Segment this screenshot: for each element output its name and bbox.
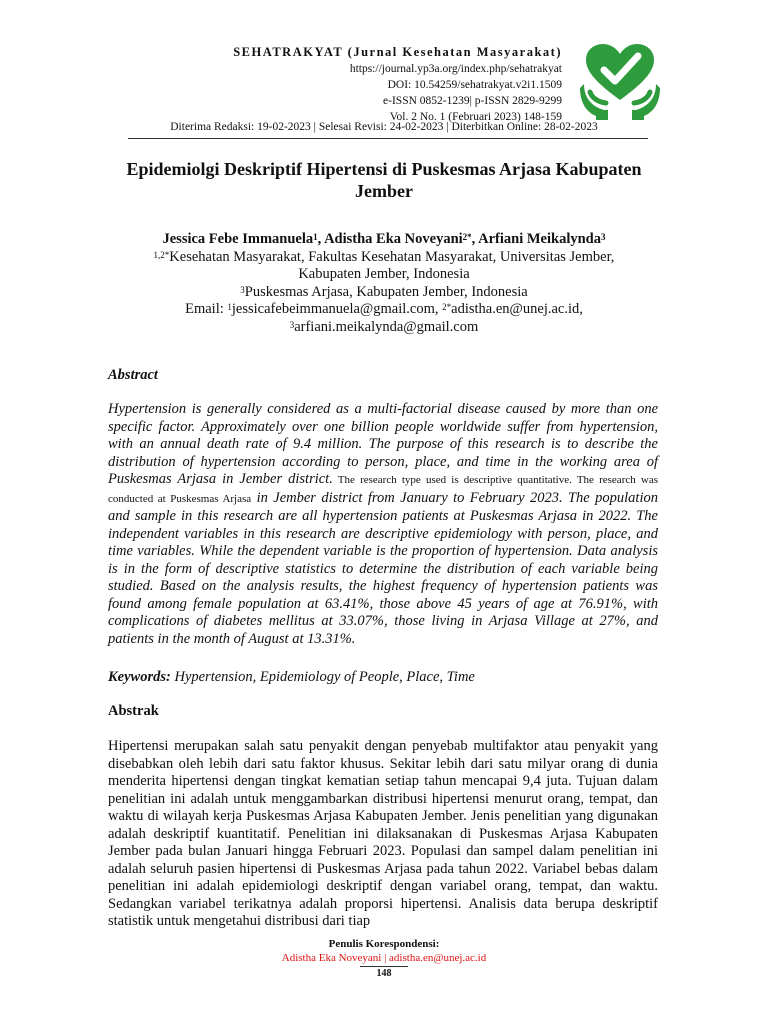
keywords: Keywords: Hypertension, Epidemiology of People, Place, Time bbox=[108, 669, 475, 685]
affiliation-1: $^{1,2*}$Kesehatan Masyarakat, Fakultas Kesehatan Masyarakat, Universitas Jember, bbox=[153, 248, 615, 265]
journal-url[interactable]: https://journal.yp3a.org/index.php/sehatrakyat bbox=[349, 63, 562, 75]
affiliation-1-location: Kabupaten Jember, Indonesia bbox=[298, 266, 470, 282]
email-link[interactable]: arfiani.meikalynda@gmail.com bbox=[294, 318, 479, 335]
author-block bbox=[108, 231, 660, 336]
author-list: Jessica Febe Immanuela$^1$, Adistha Eka Noveyani$^{2*}$, Arfiani Meikalynda$^3$ bbox=[162, 231, 606, 247]
corresponding-author[interactable]: Adistha Eka Noveyani | adistha.en@unej.ac.id bbox=[281, 952, 487, 964]
author-name: Adistha Eka Noveyani bbox=[324, 231, 463, 247]
corresponding-label: Penulis Korespondensi: bbox=[328, 938, 440, 950]
abstract-body: Hypertension is generally considered as a multi-factorial disease caused by more than one specific factor. Approximately over one billion people worldwide suffer from hypertension, with an annual death rate of 9.4 million. The purpose of this research is to describe the distribution of hypertension according to person, place, and time in the working area of Puskesmas Arjasa in Jember district. The research type used is descriptive quantitative. The research was conducted at Puskesmas Arjasa in Jember district from January to February 2023. The population and sample in this research are all hypertension patients at Puskesmas Arjasa in 2022. The independent variables in this research are descriptive epidemiology with person, place, and time variables. While the dependent variable is the proportion of hypertension. Data analysis is in the form of descriptive statistics to determine the distribution of each variable being studied. Based on the analysis results, the highest frequency of hypertension patients was found among female population at 63.41%, those above 45 years of age at 76.91%, with complications of diabetes mellitus at 33.07%, those living in Arjasa Village at 27%, and patients in the month of August at 13.31%. bbox=[108, 401, 659, 647]
abstract-heading: Abstract bbox=[108, 367, 158, 383]
footer-divider bbox=[360, 966, 408, 967]
abstrak-heading: Abstrak bbox=[108, 703, 159, 719]
affiliation-2: $^3$Puskesmas Arjasa, Kabupaten Jember, Indonesia bbox=[240, 283, 528, 300]
author-name: Jessica Febe Immanuela bbox=[162, 231, 314, 247]
journal-issn: e-ISSN 0852-1239| p-ISSN 2829-9299 bbox=[383, 95, 562, 107]
journal-header bbox=[233, 44, 562, 125]
journal-logo-icon bbox=[578, 40, 662, 122]
abstrak-body: Hipertensi merupakan salah satu penyakit dengan penyebab multifaktor atau penyakit yang disebabkan oleh lebih dari satu faktor khusus. Sekitar lebih dari satu milyar orang di dunia menderita hipertensi dengan tingkat kematian setiap tahun mencapai 9,4 juta. Tujuan dalam penelitian ini adalah untuk menggambarkan distribusi hipertensi menurut orang, tempat, dan waktu di wilayah kerja Puskesmas Arjasa Kabupaten Jember. Jenis penelitian yang digunakan adalah deskriptif kuantitatif. Penelitian ini dilaksanakan di Puskesmas Arjasa Kabupaten Jember pada bulan Januari hingga Februari 2023. Populasi dan sampel dalam penelitian ini adalah seluruh pasien hipertensi di Puskesmas Arjasa pada tahun 2022. Variabel bebas dalam penelitian ini adalah epidemiologi deskriptif dengan variabel orang, tempat, dan waktu. Sedangkan variabel terikatnya adalah proporsi hipertensi. Analisis data berupa deskriptif statistik untuk mengetahui distribusi dari tiap bbox=[108, 738, 658, 929]
page-number: 148 bbox=[376, 968, 392, 979]
author-emails-cont: $^3$arfiani.meikalynda@gmail.com bbox=[289, 318, 479, 335]
keywords-label: Keywords: bbox=[108, 669, 171, 685]
submission-dates: Diterima Redaksi: 19-02-2023 | Selesai Revisi: 24-02-2023 | Diterbitkan Online: 28-02-2023 bbox=[170, 121, 598, 133]
journal-volume: Vol. 2 No. 1 (Februari 2023) 148-159 bbox=[389, 111, 562, 123]
page-footer bbox=[0, 937, 768, 981]
author-name: Arfiani Meikalynda bbox=[478, 231, 601, 247]
article-title: Epidemiolgi Deskriptif Hipertensi di Puskesmas Arjasa Kabupaten Jember bbox=[126, 159, 642, 201]
author-emails: Email: $^1$jessicafebeimmanuela@gmail.com, $^{2*}$adistha.en@unej.ac.id, bbox=[185, 301, 583, 317]
header-divider bbox=[128, 138, 648, 139]
journal-title: SEHATRAKYAT (Jurnal Kesehatan Masyarakat) bbox=[233, 45, 562, 59]
email-link[interactable]: adistha.en@unej.ac.id, bbox=[451, 301, 583, 317]
journal-doi: DOI: 10.54259/sehatrakyat.v2i1.1509 bbox=[387, 79, 562, 91]
email-link[interactable]: jessicafebeimmanuela@gmail.com, bbox=[231, 301, 443, 317]
